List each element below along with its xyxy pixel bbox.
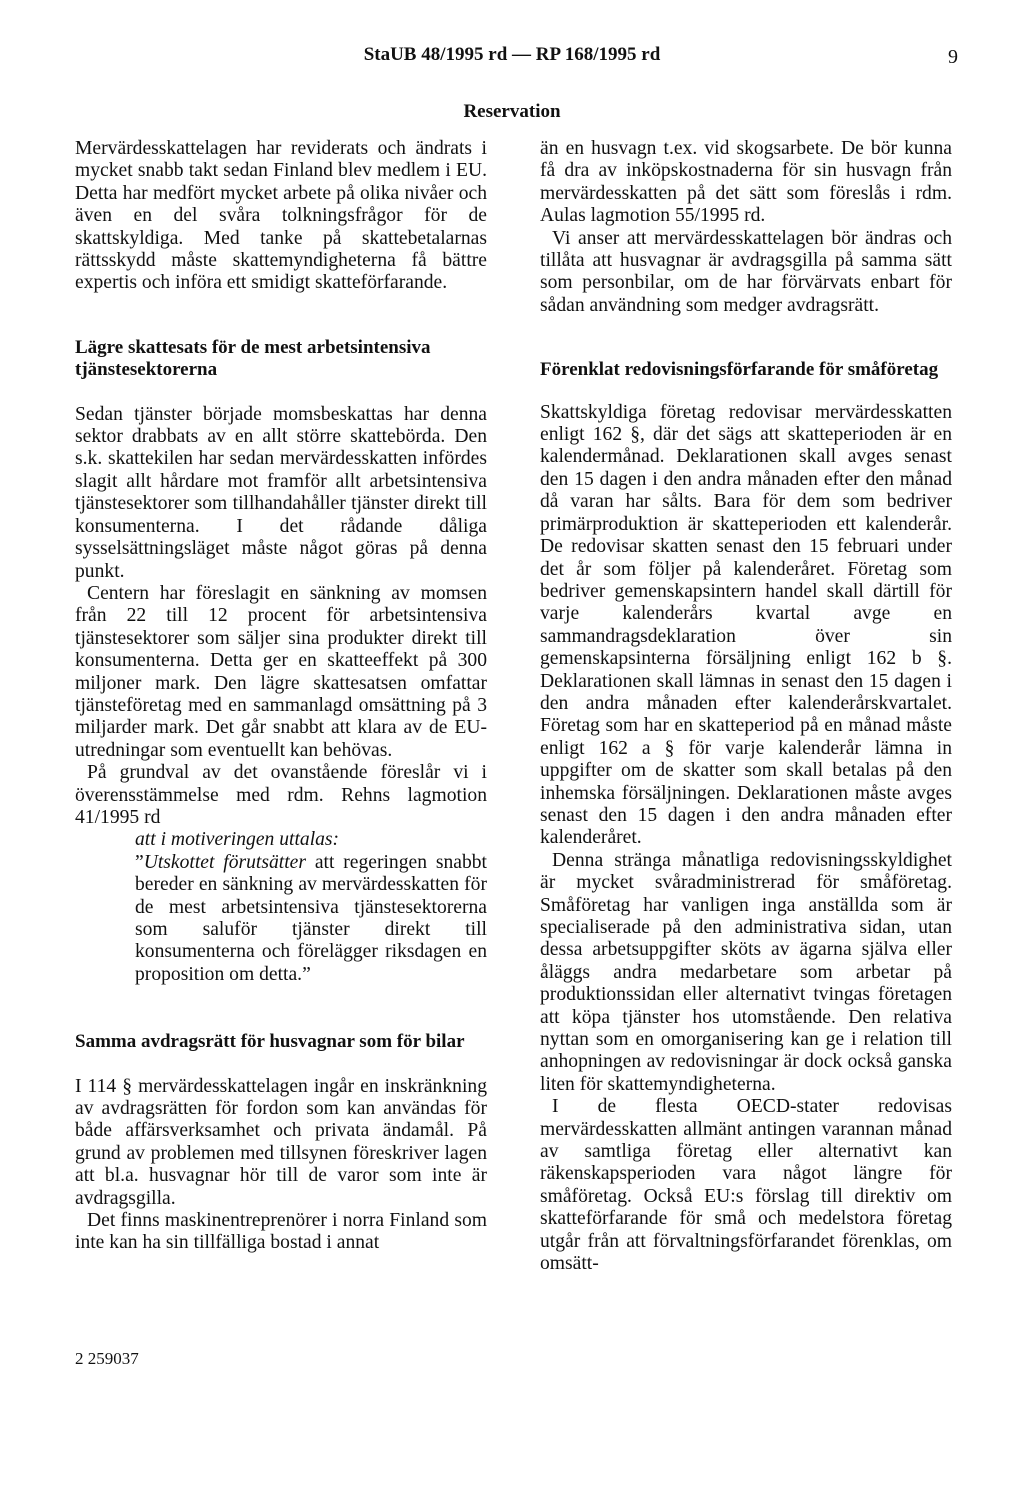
right-column (540, 138, 952, 1276)
footer-code: 2 259037 (75, 1349, 139, 1368)
paragraph: Vi anser att mervärdesskattelagen bör ändras och tillåta att husvagnar är avdragsgilla på samma sätt som personbilar, om de har förvärvats enbart för sådan användning som medger avdragsrätt. (540, 227, 952, 316)
section-title: Reservation (463, 101, 561, 122)
paragraph: I 114 § mervärdesskattelagen ingår en inskränkning av avdragsrätten för fordon som kan användas för både affärsverksamhet och privata ändamål. På grund av problemen med tillsynen föreskriver lagen att bl.a. husvagnar hör till de varor som inte är avdragsgilla. (75, 1075, 487, 1209)
left-column (75, 138, 487, 1255)
quote-intro: att i motiveringen uttalas: (135, 829, 340, 851)
paragraph: Sedan tjänster började momsbeskattas har denna sektor drabbats av en allt större skattebörda. Den s.k. skattekilen har sedan mervärdesskatten infördes slagit allt hårdare mot framför allt arbetsintensiva tjänstesektorer som tillhandahåller tjänster direkt till konsumenterna. I det rådande dåliga sysselsättningsläget måste något göras på denna punkt. (75, 403, 487, 582)
running-header: StaUB 48/1995 rd — RP 168/1995 rd (363, 44, 661, 65)
quote-text: att regeringen snabbt bereder en sänkning av mervärdesskatten för de mest arbetsintensiva tjänstesektorerna som saluför tjänster direkt till konsumenterna och förelägger riksdagen en proposition om detta.” (135, 851, 487, 985)
paragraph: Det finns maskinentreprenörer i norra Finland som inte kan ha sin tillfälliga bostad i annat (75, 1210, 487, 1254)
page-number: 9 (948, 46, 958, 68)
paragraph: Centern har föreslagit en sänkning av momsen från 22 till 12 procent för arbetsintensiva tjänstesektorer som säljer sina produkter direkt till konsumenterna. Detta ger en skatteeffekt på 300 miljoner mark. Den lägre skattesatsen omfattar tjänsteföretag med en sammanlagd omsättning på 3 miljarder mark. Det går snabbt att klara av de EU-utredningar som eventuellt kan behövas. (75, 582, 487, 761)
quote-italic-text: Utskottet förutsätter (143, 851, 307, 873)
proposal-quote (135, 829, 487, 986)
paragraph: Denna stränga månatliga redovisningsskyldighet är mycket svåradministrerad för småföretag. Småföretag har vanligen inga anställda som är specialiserade på den administrativa sidan, utan dessa arbetsuppgifter sköts av ägarna själva eller åläggs andra medarbetare som arbetar på produktionssidan eller alternativt tvingas företagen att köpa tjänster hos utomstående. Den relativa nyttan som en omorganisering kan ge i relation till anhopningen av redovisningar är dock också ganska liten för skattemyndigheterna. (540, 849, 952, 1095)
intro-paragraph: Mervärdesskattelagen har reviderats och ändrats i mycket snabb takt sedan Finland blev medlem i EU. Detta har medfört mycket arbete på olika nivåer och även en del svåra tolkningsfrågor för de skattskyldiga. Med tanke på skattebetalarnas rättsskydd måste skattemyndigheterna få bättre expertis och införa ett smidigt skatteförfarande. (75, 138, 487, 294)
quote-open-mark: ” (135, 851, 144, 873)
heading-lower-tax-rate: Lägre skattesats för de mest arbetsintensiva tjänstesektorerna (75, 336, 431, 381)
heading-simplified-accounting: Förenklat redovisningsförfarande för småföretag (540, 359, 939, 381)
paragraph: Skattskyldiga företag redovisar mervärdesskatten enligt 162 §, där det sägs att skatteperioden är en kalendermånad. Deklarationen skall avges senast den 15 dagen i den andra månaden efter den månad då varan har sålts. Bara för dem som bedriver primärproduktion är skatteperioden ett kalenderår. De redovisar skatten senast den 15 februari under det år som följer på kalenderåret. Företag som bedriver gemenskapsintern handel skall därtill för varje kalenderårs kvartal avge en sammandragsdeklaration över sin gemenskapsinterna försäljning enligt 162 b §. Deklarationen skall lämnas in senast den 15 dagen i den andra månaden efter kalenderårskvartalet. Företag som har en skatteperiod på en månad måste enligt 162 a § för varje kalenderår lämna in uppgifter om de skatter som skall betalas på den inhemska försäljningen. Deklarationen måste avges senast den 15 dagen i den andra månaden efter kalenderåret. (540, 401, 952, 849)
paragraph: än en husvagn t.ex. vid skogsarbete. De bör kunna få dra av inköpskostnaderna för sin husvagn från mervärdesskatten på det sätt som föreslås i rdm. Aulas lagmotion 55/1995 rd. (540, 138, 952, 227)
heading-caravan-deduction: Samma avdragsrätt för husvagnar som för bilar (75, 1031, 465, 1053)
paragraph: På grundval av det ovanstående föreslår vi i överensstämmelse med rdm. Rehns lagmotion 41/1995 rd (75, 762, 487, 828)
paragraph: I de flesta OECD-stater redovisas mervärdesskatten allmänt antingen varannan månad av samtliga företag eller alternativt kan räkenskapsperioden vara något längre för småföretag. Också EU:s förslag till direktiv om skatteförfarande för små och medelstora företag utgår från att förvaltningsförfarandet förenklas, om omsätt- (540, 1096, 952, 1275)
